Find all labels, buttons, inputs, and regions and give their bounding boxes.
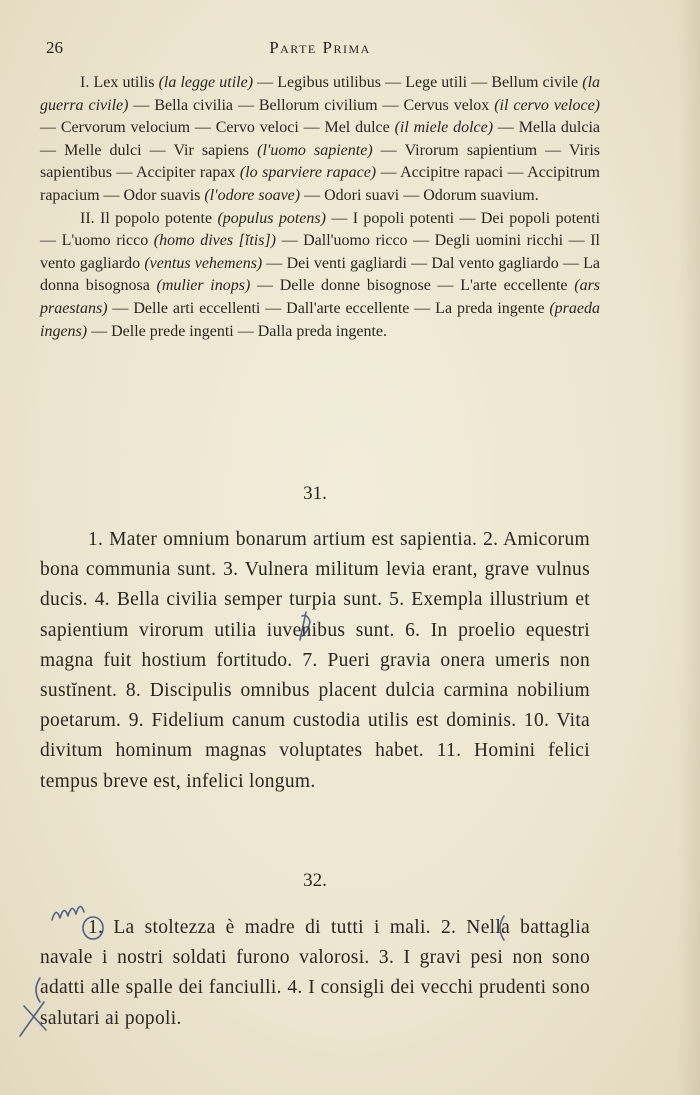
italic-gloss: (mulier inops): [156, 277, 251, 295]
text-segment: — Bella civilia — Bellorum civilium — Cervus velox: [128, 96, 495, 114]
text-segment: — Mella dulcia — Melle dulci — Vir sapiens: [40, 119, 600, 159]
exercise-II-paragraph: [40, 208, 600, 344]
section-31-paragraph: 1. Mater omnium bonarum artium est sapientia. 2. Amicorum bona communia sunt. 3. Vulnera militum levia erant, grave vulnus ducis. 4. Bella civilia semper turpia sunt. 5. Exempla illustrium et sapientium virorum utilia iuvenibus sunt. 6. In proelio equestri magna fuit hostium fortitudo. 7. Pueri gravia onera umeris non sustĭnent. 8. Discipulis omnibus placent dulcia carmina nobilium poetarum. 9. Fidelium canum custodia utilis est dominis. 10. Vita divitum hominum magnas voluptates habet. 11. Homini felici tempus breve est, infelici longum.: [40, 529, 590, 792]
page-header: [40, 38, 600, 62]
italic-gloss: (ars praestans): [40, 277, 601, 317]
section-31-text-block: [40, 525, 590, 797]
italic-gloss: (l'odore soave): [204, 186, 301, 204]
italic-gloss: (l'uomo sapiente): [257, 141, 373, 159]
text-segment: — Delle prede ingenti — Dalla preda ingente.: [87, 322, 387, 340]
page-number: 26: [46, 38, 63, 57]
text-segment: — Legibus utilibus — Lege utili — Bellum civile: [253, 74, 583, 91]
text-segment: I. Lex utilis: [80, 74, 159, 91]
italic-gloss: (praeda ingens): [40, 299, 600, 340]
text-segment: — Odori suavi — Odorum suavium.: [300, 186, 539, 204]
section-32-paragraph: 1. La stoltezza è madre di tutti i mali. 2. Nella battaglia navale i nostri soldati furono valorosi. 3. I gravi pesi non sono adatti alle spalle dei fanciulli. 4. I consigli dei vecchi prudenti sono salutari ai popoli.: [40, 917, 590, 1029]
section-32-number: 32.: [303, 870, 327, 891]
italic-gloss: (il cervo veloce): [494, 96, 601, 114]
section-31-number: 31.: [303, 483, 327, 504]
italic-gloss: (il miele dolce): [394, 119, 494, 137]
text-segment: — Dall'uomo ricco — Degli uomini ricchi — Il vento gagliardo: [40, 232, 600, 272]
italic-gloss: (populus potens): [217, 209, 326, 227]
text-segment: — Delle arti eccellenti — Dall'arte eccellente — La preda ingente: [107, 299, 550, 317]
italic-gloss: (homo dives [ĭtis]): [153, 232, 276, 250]
text-segment: II. Il popolo potente: [80, 209, 218, 227]
italic-gloss: (la legge utile): [158, 74, 254, 91]
italic-gloss: (ventus vehemens): [144, 254, 263, 272]
text-segment: — Virorum sapientium — Viris sapientibus — Accipiter rapax: [40, 141, 601, 182]
page-edge-shadow: [678, 0, 700, 1095]
section-32-text-block: [40, 913, 590, 1034]
running-title: Parte Prima: [269, 38, 371, 57]
text-segment: — I popoli potenti — Dei popoli potenti — L'uomo ricco: [40, 209, 601, 250]
text-segment: — Delle donne bisognose — L'arte eccellente: [250, 277, 575, 295]
italic-gloss: (lo sparviere rapace): [239, 164, 377, 182]
exercise-I-paragraph: [40, 72, 600, 208]
text-segment: — Cervorum velocium — Cervo veloci — Mel dulce: [40, 119, 395, 137]
text-segment: — Accipitre rapaci — Accipitrum rapacium — Odor suavis: [40, 164, 601, 204]
exercise-block: [40, 72, 600, 343]
italic-gloss: (la guerra civile): [40, 74, 601, 114]
text-segment: — Dei venti gagliardi — Dal vento gagliardo — La donna bisognosa: [40, 254, 601, 295]
